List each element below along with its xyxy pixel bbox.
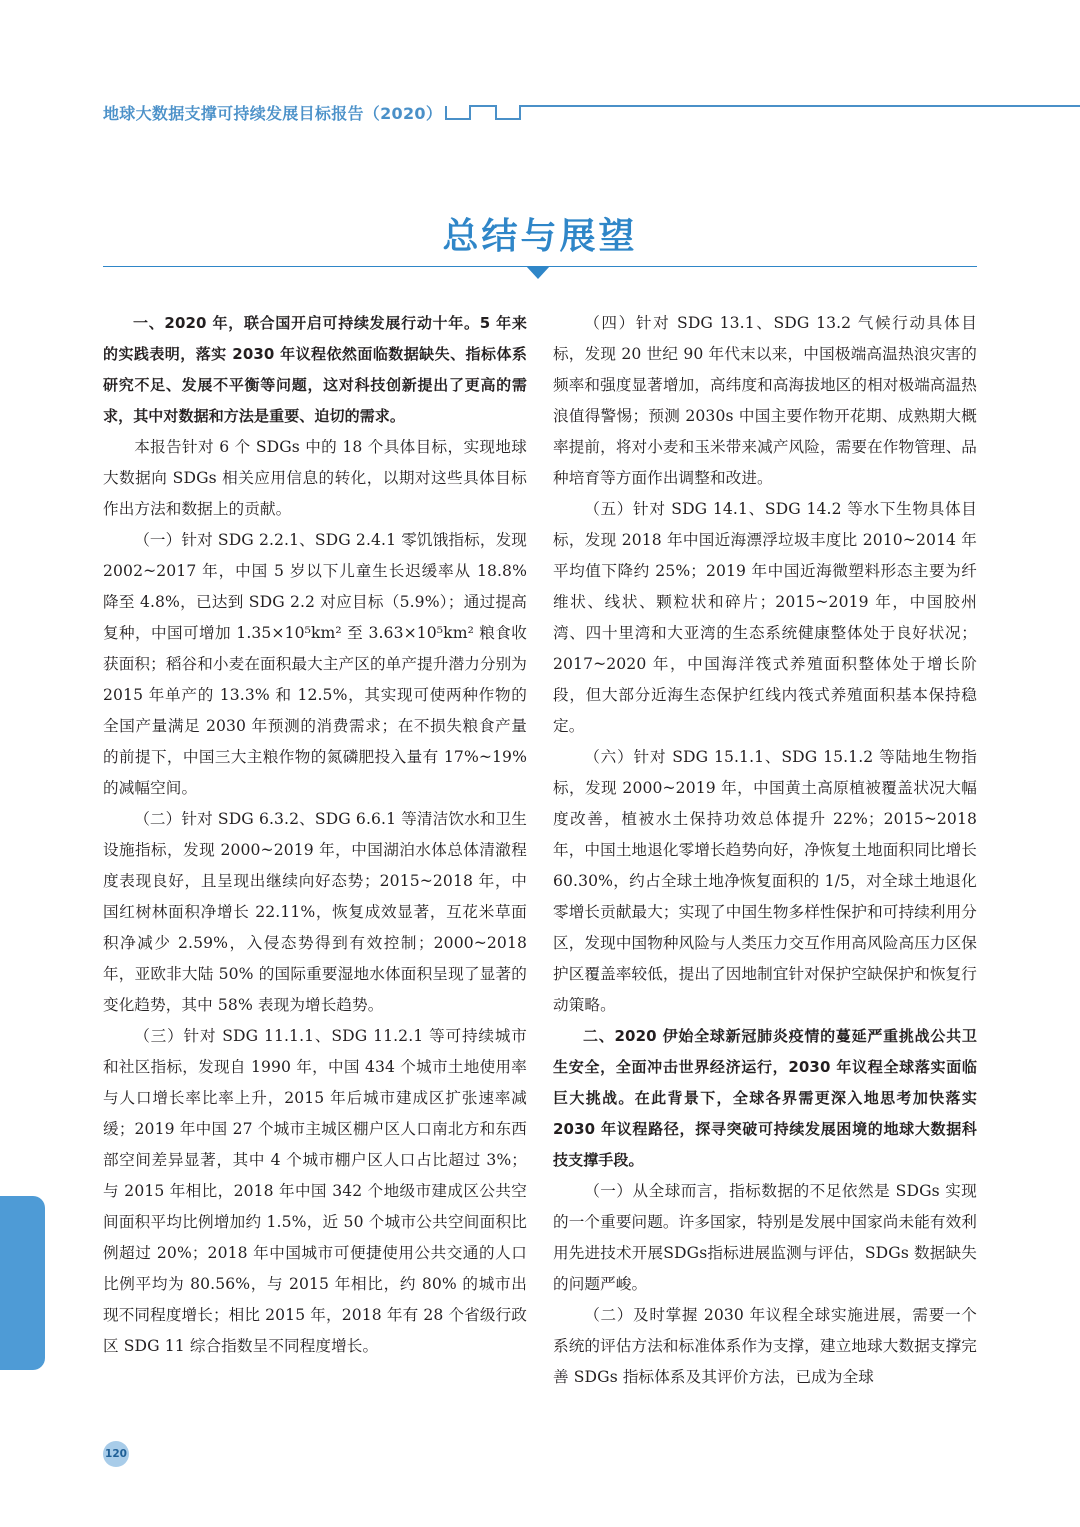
body-paragraph: 本报告针对 6 个 SDGs 中的 18 个具体目标，实现地球大数据向 SDGs 相关应用信息的转化，以期对这些具体目标作出方法和数据上的贡献。 (103, 438, 527, 518)
sdg11-paragraph: （三）针对 SDG 11.1.1、SDG 11.2.1 等可持续城市和社区指标，发现自 1990 年，中国 434 个城市土地使用率与人口增长率比率上升，2015 年后城市建成区扩张速率减缓；2019 年中国 27 个城市主城区棚户区人口南北方和东西部空间差异显著，其中 4 个城市棚户区人口占比超过 3%；与 2015 年相比，2018 年中国 342 个地级市建成区公共空间面积平均比例增加约 1.5%，近 50 个城市公共空间面积比例超过 20%；2018 年中国城市可便捷使用公共交通的人口比例平均为 80.56%，与 2015 年相比，约 80% 的城市出现不同程度增长；相比 2015 年，2018 年有 28 个省级行政区 SDG 11 综合指数呈不同程度增长。 (103, 1027, 527, 1355)
side-tab (0, 1196, 45, 1370)
sdg2-paragraph: （一）针对 SDG 2.2.1、SDG 2.4.1 零饥饿指标，发现 2002~2017 年，中国 5 岁以下儿童生长迟缓率从 18.8% 降至 4.8%，已达到 SDG 2.2 对应目标（5.9%）；通过提高复种，中国可增加 1.35×10⁵km² 至 3.63×10⁵km² 粮食收获面积；稻谷和小麦在面积最大主产区的单产提升潜力分别为 2015 年单产的 13.3% 和 12.5%，其实现可使两种作物的全国产量满足 2030 年预测的消费需求；在不损失粮食产量的前提下，中国三大主粮作物的氮磷肥投入量有 17%~19% 的减幅空间。 (103, 531, 527, 797)
page-title: 总结与展望 (442, 216, 638, 257)
outlook-item-1: （一）从全球而言，指标数据的不足依然是 SDGs 实现的一个重要问题。许多国家，特别是发展中国家尚未能有效利用先进技术开展SDGs指标进展监测与评估，SDGs 数据缺失的问题严峻。 (553, 1182, 977, 1293)
page-number: 120 (103, 1441, 129, 1467)
header-decoration (444, 100, 1080, 124)
sdg13-paragraph: （四）针对 SDG 13.1、SDG 13.2 气候行动具体目标，发现 20 世纪 90 年代末以来，中国极端高温热浪灾害的频率和强度显著增加，高纬度和高海拔地区的相对极端高温热浪值得警惕；预测 2030s 中国主要作物开花期、成熟期大概率提前，将对小麦和玉米带来减产风险，需要在作物管理、品种培育等方面作出调整和改进。 (553, 314, 977, 487)
right-column (553, 308, 977, 1393)
summary-paragraph: 一、2020 年，联合国开启可持续发展行动十年。5 年来的实践表明，落实 2030 年议程依然面临数据缺失、指标体系研究不足、发展不平衡等问题，这对科技创新提出了更高的需求，其中对数据和方法是重要、迫切的需求。 (103, 314, 527, 425)
sdg15-paragraph: （六）针对 SDG 15.1.1、SDG 15.1.2 等陆地生物指标，发现 2000~2019 年，中国黄土高原植被覆盖状况大幅度改善，植被水土保持功效总体提升 22%；2015~2018 年，中国土地退化零增长趋势向好，净恢复土地面积同比增长 60.30%，约占全球土地净恢复面积的 1/5，对全球土地退化零增长贡献最大；实现了中国生物多样性保护和可持续利用分区，发现中国物种风险与人类压力交互作用高风险高压力区保护区覆盖率较低，提出了因地制宜针对保护空缺保护和恢复行动策略。 (553, 748, 977, 1014)
running-header: 地球大数据支撑可持续发展目标报告（2020） (103, 104, 443, 123)
outlook-item-2: （二）及时掌握 2030 年议程全球实施进展，需要一个系统的评估方法和标准体系作为支撑，建立地球大数据支撑完善 SDGs 指标体系及其评价方法，已成为全球 (553, 1306, 977, 1386)
sdg14-paragraph: （五）针对 SDG 14.1、SDG 14.2 等水下生物具体目标，发现 2018 年中国近海漂浮垃圾丰度比 2010~2014 年平均值下降约 25%；2019 年中国近海微塑料形态主要为纤维状、线状、颗粒状和碎片；2015~2019 年，中国胶州湾、四十里湾和大亚湾的生态系统健康整体处于良好状况；2017~2020 年，中国海洋筏式养殖面积整体处于增长阶段，但大部分近海生态保护红线内筏式养殖面积基本保持稳定。 (553, 500, 977, 735)
title-arrow-icon (526, 266, 550, 280)
outlook-paragraph: 二、2020 伊始全球新冠肺炎疫情的蔓延严重挑战公共卫生安全，全面冲击世界经济运行，2030 年议程全球落实面临巨大挑战。在此背景下，全球各界需更深入地思考加快落实 2030 年议程路径，探寻突破可持续发展困境的地球大数据科技支撑手段。 (553, 1027, 977, 1169)
sdg6-paragraph: （二）针对 SDG 6.3.2、SDG 6.6.1 等清洁饮水和卫生设施指标，发现 2000~2019 年，中国湖泊水体总体清澈程度表现良好，且呈现出继续向好态势；2015~2018 年，中国红树林面积净增长 22.11%，恢复成效显著，互花米草面积净减少 2.59%，入侵态势得到有效控制；2000~2018 年，亚欧非大陆 50% 的国际重要湿地水体面积呈现了显著的变化趋势，其中 58% 表现为增长趋势。 (103, 810, 527, 1014)
left-column (103, 308, 527, 1362)
